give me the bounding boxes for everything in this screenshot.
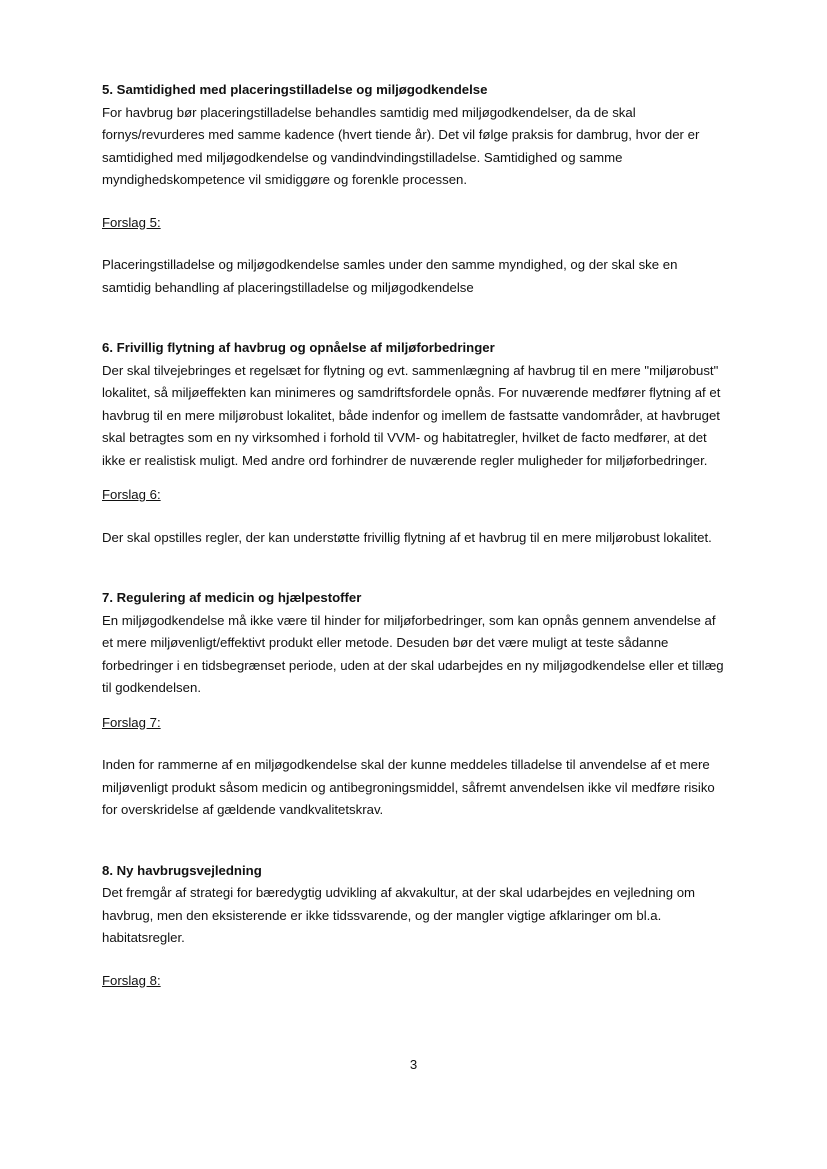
page-number: 3	[409, 1057, 418, 1072]
section-heading: 6. Frivillig flytning af havbrug og opnåelse af miljøforbedringer	[102, 340, 495, 355]
proposal-label: Forslag 8:	[102, 972, 161, 988]
section-heading: 7. Regulering af medicin og hjælpestoffer	[102, 590, 362, 605]
document-content	[102, 79, 730, 992]
section-body: For havbrug bør placeringstilladelse behandles samtidig med miljøgodkendelser, da de skal fornys/revurderes med samme kadence (hvert tiende år). Det vil følge praksis for dambrug, hvor der er samtidighed med miljøgodkendelse og vandindvindingstilladelse. Samtidighed og samme myndighedskompetence vil smidiggøre og forenkle processen.	[102, 104, 700, 187]
section-heading: 5. Samtidighed med placeringstilladelse og miljøgodkendelse	[102, 82, 488, 97]
section-body: En miljøgodkendelse må ikke være til hinder for miljøforbedringer, som kan opnås gennem anvendelse af et mere miljøvenligt/effektivt produkt eller metode. Desuden bør det være muligt at teste sådanne forbedringer i en tidsbegrænset periode, uden at der skal udarbejdes en ny miljøgodkendelse eller et tillæg til godkendelsen.	[102, 612, 724, 695]
section-6	[102, 337, 730, 549]
section-body: Det fremgår af strategi for bæredygtig udvikling af akvakultur, at der skal udarbejdes en vejledning om havbrug, men den eksisterende er ikke tidssvarende, og der mangler vigtige afklaringer om bl.a. habitatsregler.	[102, 885, 696, 945]
proposal-label: Forslag 5:	[102, 214, 161, 230]
section-body: Der skal tilvejebringes et regelsæt for flytning og evt. sammenlægning af havbrug til en mere "miljørobust" lokalitet, så miljøeffekten kan minimeres og samdriftsfordele opnås. For nuværende medfører flytning af et havbrug til en mere miljørobust lokalitet, både indenfor og imellem de fastsatte vandområder, at havbruget skal betragtes som en ny virksomhed i forhold til VVM- og habitatregler, hvilket de facto medfører, at det ikke er realistisk muligt. Med andre ord forhindrer de nuværende regler muligheder for miljøforbedringer.	[102, 362, 721, 468]
proposal-text: Der skal opstilles regler, der kan understøtte frivillig flytning af et havbrug til en mere miljørobust lokalitet.	[102, 529, 712, 545]
section-heading: 8. Ny havbrugsvejledning	[102, 862, 262, 878]
proposal-text: Inden for rammerne af en miljøgodkendelse skal der kunne meddeles tilladelse til anvendelse af et mere miljøvenligt produkt såsom medicin og antibegroningsmiddel, såfremt anvendelsen ikke vil medføre risiko for overskridelse af gældende vandkvalitetskrav.	[102, 757, 715, 817]
section-7	[102, 587, 730, 822]
proposal-text: Placeringstilladelse og miljøgodkendelse samles under den samme myndighed, og der skal ske en samtidig behandling af placeringstilladelse og miljøgodkendelse	[102, 257, 678, 295]
section-8	[102, 860, 730, 993]
proposal-label: Forslag 7:	[102, 714, 161, 730]
section-5	[102, 79, 730, 299]
proposal-label: Forslag 6:	[102, 487, 161, 502]
